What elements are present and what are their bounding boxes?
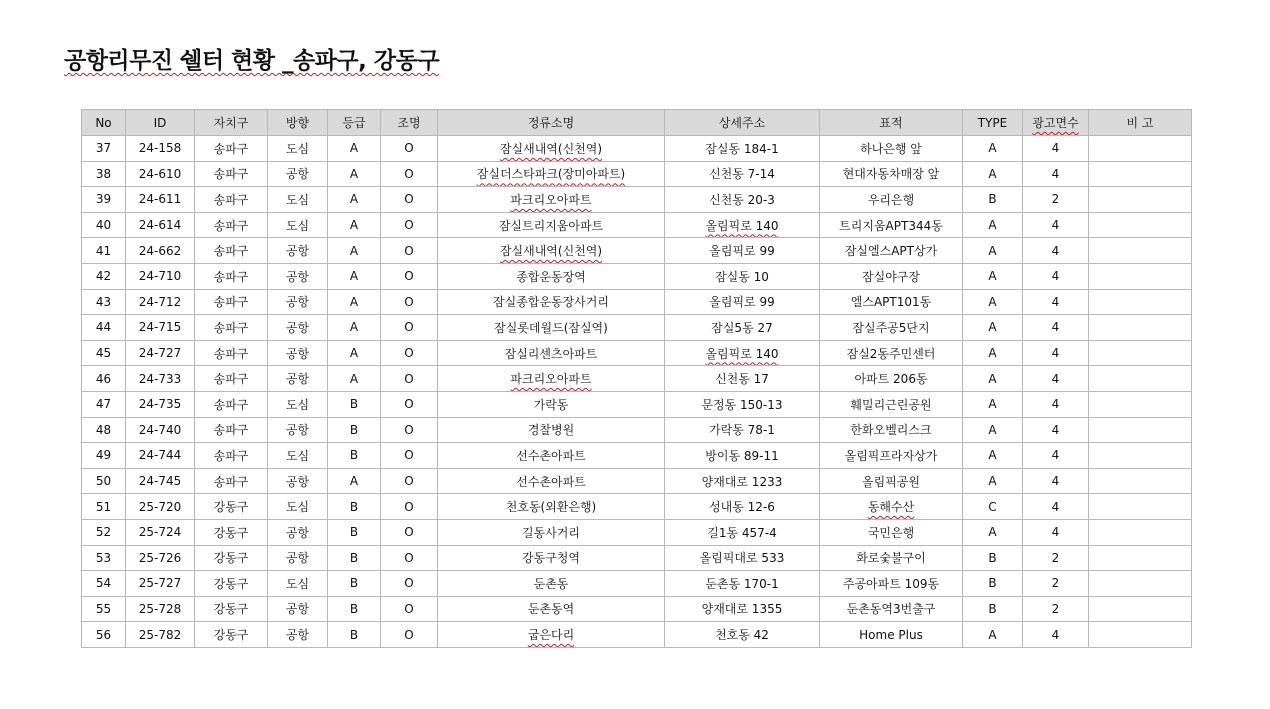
cell-ad-faces: 4 bbox=[1023, 212, 1089, 238]
cell-stop-name: 잠실롯데월드(잠실역) bbox=[438, 315, 665, 341]
cell-no: 40 bbox=[82, 212, 126, 238]
col-header-id: ID bbox=[126, 110, 195, 136]
table-row bbox=[82, 494, 1192, 520]
cell-address: 양재대로 1233 bbox=[665, 468, 820, 494]
cell-id: 25-726 bbox=[126, 545, 195, 571]
cell-address-text: 올림픽로 140 bbox=[705, 218, 779, 233]
cell-remarks bbox=[1089, 161, 1192, 187]
cell-landmark: 주공아파트 109동 bbox=[820, 571, 963, 597]
cell-grade: B bbox=[328, 519, 381, 545]
cell-grade: A bbox=[328, 136, 381, 162]
col-header-direction: 방향 bbox=[268, 110, 328, 136]
table-row bbox=[82, 187, 1192, 213]
cell-no: 43 bbox=[82, 289, 126, 315]
table-row bbox=[82, 571, 1192, 597]
cell-remarks bbox=[1089, 468, 1192, 494]
cell-stop-name: 길동사거리 bbox=[438, 519, 665, 545]
cell-type: A bbox=[963, 289, 1023, 315]
cell-no: 55 bbox=[82, 596, 126, 622]
cell-lighting: O bbox=[381, 187, 438, 213]
cell-type: A bbox=[963, 391, 1023, 417]
cell-ad-faces: 4 bbox=[1023, 468, 1089, 494]
cell-stop-name-text: 잠실새내역(신천역) bbox=[499, 244, 603, 259]
cell-ad-faces: 4 bbox=[1023, 622, 1089, 648]
cell-stop-name bbox=[438, 622, 665, 648]
cell-type: B bbox=[963, 187, 1023, 213]
cell-landmark: 엘스APT101동 bbox=[820, 289, 963, 315]
cell-stop-name: 선수촌아파트 bbox=[438, 468, 665, 494]
cell-address: 신천동 7-14 bbox=[665, 161, 820, 187]
cell-grade: B bbox=[328, 494, 381, 520]
cell-id: 24-744 bbox=[126, 443, 195, 469]
cell-landmark: 트리지움APT344동 bbox=[820, 212, 963, 238]
cell-district: 송파구 bbox=[195, 468, 268, 494]
col-header-ad-faces-label: 광고면수 bbox=[1032, 116, 1079, 130]
cell-grade: A bbox=[328, 289, 381, 315]
cell-district: 송파구 bbox=[195, 443, 268, 469]
cell-no: 38 bbox=[82, 161, 126, 187]
cell-grade: B bbox=[328, 596, 381, 622]
cell-grade: A bbox=[328, 161, 381, 187]
cell-no: 48 bbox=[82, 417, 126, 443]
cell-address: 잠실5동 27 bbox=[665, 315, 820, 341]
cell-lighting: O bbox=[381, 468, 438, 494]
cell-direction: 공항 bbox=[268, 366, 328, 392]
cell-direction: 도심 bbox=[268, 571, 328, 597]
cell-remarks bbox=[1089, 136, 1192, 162]
cell-ad-faces: 2 bbox=[1023, 545, 1089, 571]
cell-type: C bbox=[963, 494, 1023, 520]
cell-no: 56 bbox=[82, 622, 126, 648]
cell-district: 송파구 bbox=[195, 161, 268, 187]
table-row bbox=[82, 519, 1192, 545]
cell-ad-faces: 4 bbox=[1023, 391, 1089, 417]
cell-district: 송파구 bbox=[195, 238, 268, 264]
cell-stop-name: 잠실리센츠아파트 bbox=[438, 340, 665, 366]
col-header-address: 상세주소 bbox=[665, 110, 820, 136]
cell-remarks bbox=[1089, 212, 1192, 238]
cell-type: A bbox=[963, 366, 1023, 392]
cell-no: 52 bbox=[82, 519, 126, 545]
cell-ad-faces: 4 bbox=[1023, 161, 1089, 187]
table-row bbox=[82, 468, 1192, 494]
cell-grade: A bbox=[328, 366, 381, 392]
cell-district: 송파구 bbox=[195, 315, 268, 341]
cell-remarks bbox=[1089, 571, 1192, 597]
cell-direction: 도심 bbox=[268, 443, 328, 469]
cell-landmark: 올림픽공원 bbox=[820, 468, 963, 494]
cell-stop-name: 경찰병원 bbox=[438, 417, 665, 443]
cell-stop-name: 천호동(외환은행) bbox=[438, 494, 665, 520]
cell-id: 25-727 bbox=[126, 571, 195, 597]
cell-remarks bbox=[1089, 622, 1192, 648]
cell-address: 신천동 20-3 bbox=[665, 187, 820, 213]
cell-lighting: O bbox=[381, 340, 438, 366]
cell-remarks bbox=[1089, 494, 1192, 520]
cell-lighting: O bbox=[381, 622, 438, 648]
cell-direction: 공항 bbox=[268, 545, 328, 571]
table-row bbox=[82, 417, 1192, 443]
cell-stop-name bbox=[438, 136, 665, 162]
col-header-landmark: 표적 bbox=[820, 110, 963, 136]
cell-landmark: 우리은행 bbox=[820, 187, 963, 213]
cell-address: 잠실동 184-1 bbox=[665, 136, 820, 162]
table-row bbox=[82, 136, 1192, 162]
cell-landmark: 하나은행 앞 bbox=[820, 136, 963, 162]
cell-district: 송파구 bbox=[195, 340, 268, 366]
cell-landmark-text: 동해수산 bbox=[867, 500, 915, 515]
cell-landmark: 잠실야구장 bbox=[820, 263, 963, 289]
cell-lighting: O bbox=[381, 545, 438, 571]
cell-stop-name: 선수촌아파트 bbox=[438, 443, 665, 469]
cell-grade: A bbox=[328, 187, 381, 213]
cell-no: 42 bbox=[82, 263, 126, 289]
cell-remarks bbox=[1089, 315, 1192, 341]
cell-ad-faces: 4 bbox=[1023, 315, 1089, 341]
table-row bbox=[82, 596, 1192, 622]
cell-landmark: 올림픽프라자상가 bbox=[820, 443, 963, 469]
cell-ad-faces: 4 bbox=[1023, 417, 1089, 443]
cell-no: 37 bbox=[82, 136, 126, 162]
cell-lighting: O bbox=[381, 366, 438, 392]
cell-direction: 도심 bbox=[268, 136, 328, 162]
cell-type: B bbox=[963, 571, 1023, 597]
cell-type: A bbox=[963, 315, 1023, 341]
cell-no: 39 bbox=[82, 187, 126, 213]
cell-stop-name: 종합운동장역 bbox=[438, 263, 665, 289]
cell-ad-faces: 4 bbox=[1023, 136, 1089, 162]
cell-district: 강동구 bbox=[195, 519, 268, 545]
cell-grade: B bbox=[328, 443, 381, 469]
cell-stop-name-text: 잠실더스타파크(장미아파트) bbox=[476, 167, 626, 182]
cell-direction: 도심 bbox=[268, 187, 328, 213]
cell-address: 올림픽대로 533 bbox=[665, 545, 820, 571]
cell-stop-name: 둔촌동 bbox=[438, 571, 665, 597]
cell-type: A bbox=[963, 519, 1023, 545]
cell-direction: 공항 bbox=[268, 238, 328, 264]
col-header-stop-name: 정류소명 bbox=[438, 110, 665, 136]
cell-remarks bbox=[1089, 263, 1192, 289]
cell-lighting: O bbox=[381, 443, 438, 469]
cell-id: 24-727 bbox=[126, 340, 195, 366]
cell-id: 24-712 bbox=[126, 289, 195, 315]
cell-type: A bbox=[963, 263, 1023, 289]
cell-grade: A bbox=[328, 315, 381, 341]
table-row bbox=[82, 238, 1192, 264]
cell-lighting: O bbox=[381, 161, 438, 187]
cell-district: 송파구 bbox=[195, 366, 268, 392]
cell-direction: 공항 bbox=[268, 596, 328, 622]
cell-remarks bbox=[1089, 443, 1192, 469]
cell-district: 송파구 bbox=[195, 212, 268, 238]
cell-landmark: 한화오벨리스크 bbox=[820, 417, 963, 443]
cell-remarks bbox=[1089, 340, 1192, 366]
cell-landmark: 화로숯불구이 bbox=[820, 545, 963, 571]
cell-address: 성내동 12-6 bbox=[665, 494, 820, 520]
cell-id: 24-735 bbox=[126, 391, 195, 417]
cell-district: 강동구 bbox=[195, 571, 268, 597]
cell-address bbox=[665, 340, 820, 366]
cell-id: 24-614 bbox=[126, 212, 195, 238]
cell-ad-faces: 4 bbox=[1023, 238, 1089, 264]
cell-direction: 공항 bbox=[268, 161, 328, 187]
col-header-district: 자치구 bbox=[195, 110, 268, 136]
cell-type: A bbox=[963, 238, 1023, 264]
cell-id: 24-662 bbox=[126, 238, 195, 264]
cell-grade: B bbox=[328, 391, 381, 417]
page-title bbox=[64, 42, 439, 75]
cell-lighting: O bbox=[381, 212, 438, 238]
cell-grade: A bbox=[328, 263, 381, 289]
cell-direction: 공항 bbox=[268, 622, 328, 648]
cell-stop-name: 강동구청역 bbox=[438, 545, 665, 571]
cell-district: 송파구 bbox=[195, 187, 268, 213]
cell-id: 25-720 bbox=[126, 494, 195, 520]
cell-remarks bbox=[1089, 391, 1192, 417]
cell-district: 강동구 bbox=[195, 622, 268, 648]
cell-id: 24-715 bbox=[126, 315, 195, 341]
table-row bbox=[82, 263, 1192, 289]
table-row bbox=[82, 315, 1192, 341]
col-header-ad-faces bbox=[1023, 110, 1089, 136]
cell-id: 24-158 bbox=[126, 136, 195, 162]
cell-address: 올림픽로 99 bbox=[665, 238, 820, 264]
cell-no: 53 bbox=[82, 545, 126, 571]
cell-remarks bbox=[1089, 596, 1192, 622]
cell-district: 강동구 bbox=[195, 596, 268, 622]
cell-type: A bbox=[963, 468, 1023, 494]
cell-stop-name: 가락동 bbox=[438, 391, 665, 417]
cell-address: 문정동 150-13 bbox=[665, 391, 820, 417]
cell-address: 양재대로 1355 bbox=[665, 596, 820, 622]
cell-no: 45 bbox=[82, 340, 126, 366]
cell-direction: 공항 bbox=[268, 519, 328, 545]
cell-lighting: O bbox=[381, 494, 438, 520]
cell-stop-name: 둔촌동역 bbox=[438, 596, 665, 622]
cell-direction: 공항 bbox=[268, 289, 328, 315]
cell-grade: B bbox=[328, 545, 381, 571]
cell-landmark: 국민은행 bbox=[820, 519, 963, 545]
cell-id: 24-740 bbox=[126, 417, 195, 443]
cell-grade: A bbox=[328, 468, 381, 494]
cell-grade: A bbox=[328, 238, 381, 264]
cell-remarks bbox=[1089, 417, 1192, 443]
col-header-no: No bbox=[82, 110, 126, 136]
cell-ad-faces: 2 bbox=[1023, 596, 1089, 622]
cell-no: 47 bbox=[82, 391, 126, 417]
cell-address: 신천동 17 bbox=[665, 366, 820, 392]
cell-remarks bbox=[1089, 366, 1192, 392]
page-title-text: 공항리무진 쉘터 현황 _송파구, 강동구 bbox=[64, 48, 440, 74]
table-header-row bbox=[82, 110, 1192, 136]
cell-grade: B bbox=[328, 622, 381, 648]
cell-direction: 공항 bbox=[268, 340, 328, 366]
cell-direction: 공항 bbox=[268, 417, 328, 443]
cell-id: 24-611 bbox=[126, 187, 195, 213]
cell-stop-name bbox=[438, 161, 665, 187]
cell-address: 잠실동 10 bbox=[665, 263, 820, 289]
col-header-lighting: 조명 bbox=[381, 110, 438, 136]
cell-remarks bbox=[1089, 289, 1192, 315]
cell-remarks bbox=[1089, 545, 1192, 571]
cell-ad-faces: 4 bbox=[1023, 443, 1089, 469]
cell-landmark: 훼밀리근린공원 bbox=[820, 391, 963, 417]
cell-lighting: O bbox=[381, 417, 438, 443]
cell-no: 49 bbox=[82, 443, 126, 469]
cell-ad-faces: 2 bbox=[1023, 571, 1089, 597]
cell-landmark: 둔촌동역3번출구 bbox=[820, 596, 963, 622]
cell-lighting: O bbox=[381, 289, 438, 315]
cell-landmark: Home Plus bbox=[820, 622, 963, 648]
cell-ad-faces: 4 bbox=[1023, 519, 1089, 545]
cell-stop-name-text: 파크리오아파트 bbox=[510, 372, 592, 387]
cell-direction: 공항 bbox=[268, 315, 328, 341]
cell-district: 강동구 bbox=[195, 545, 268, 571]
cell-district: 송파구 bbox=[195, 289, 268, 315]
cell-ad-faces: 4 bbox=[1023, 340, 1089, 366]
cell-grade: B bbox=[328, 417, 381, 443]
cell-id: 25-782 bbox=[126, 622, 195, 648]
cell-direction: 공항 bbox=[268, 263, 328, 289]
cell-ad-faces: 4 bbox=[1023, 494, 1089, 520]
col-header-remarks: 비 고 bbox=[1089, 110, 1192, 136]
cell-lighting: O bbox=[381, 238, 438, 264]
table-row bbox=[82, 340, 1192, 366]
cell-address: 둔촌동 170-1 bbox=[665, 571, 820, 597]
cell-landmark bbox=[820, 494, 963, 520]
cell-ad-faces: 4 bbox=[1023, 263, 1089, 289]
cell-stop-name-text: 굽은다리 bbox=[527, 628, 575, 643]
col-header-type: TYPE bbox=[963, 110, 1023, 136]
cell-id: 25-724 bbox=[126, 519, 195, 545]
cell-lighting: O bbox=[381, 519, 438, 545]
cell-grade: A bbox=[328, 340, 381, 366]
cell-direction: 도심 bbox=[268, 391, 328, 417]
table-body bbox=[82, 136, 1192, 648]
cell-no: 44 bbox=[82, 315, 126, 341]
cell-type: B bbox=[963, 596, 1023, 622]
cell-id: 24-745 bbox=[126, 468, 195, 494]
cell-remarks bbox=[1089, 187, 1192, 213]
cell-address: 올림픽로 99 bbox=[665, 289, 820, 315]
cell-type: A bbox=[963, 622, 1023, 648]
cell-landmark: 잠실엘스APT상가 bbox=[820, 238, 963, 264]
cell-address: 방이동 89-11 bbox=[665, 443, 820, 469]
cell-id: 24-610 bbox=[126, 161, 195, 187]
cell-ad-faces: 2 bbox=[1023, 187, 1089, 213]
cell-lighting: O bbox=[381, 596, 438, 622]
cell-type: B bbox=[963, 545, 1023, 571]
cell-no: 54 bbox=[82, 571, 126, 597]
cell-remarks bbox=[1089, 238, 1192, 264]
table-row bbox=[82, 443, 1192, 469]
table-row bbox=[82, 366, 1192, 392]
cell-ad-faces: 4 bbox=[1023, 366, 1089, 392]
cell-lighting: O bbox=[381, 263, 438, 289]
cell-no: 51 bbox=[82, 494, 126, 520]
cell-district: 송파구 bbox=[195, 391, 268, 417]
cell-type: A bbox=[963, 212, 1023, 238]
cell-lighting: O bbox=[381, 315, 438, 341]
cell-remarks bbox=[1089, 519, 1192, 545]
col-header-grade: 등급 bbox=[328, 110, 381, 136]
cell-lighting: O bbox=[381, 136, 438, 162]
cell-address: 천호동 42 bbox=[665, 622, 820, 648]
table-row bbox=[82, 622, 1192, 648]
cell-stop-name bbox=[438, 238, 665, 264]
cell-no: 41 bbox=[82, 238, 126, 264]
cell-stop-name bbox=[438, 187, 665, 213]
cell-no: 50 bbox=[82, 468, 126, 494]
table-row bbox=[82, 545, 1192, 571]
shelter-table bbox=[81, 109, 1192, 648]
cell-stop-name-text: 잠실새내역(신천역) bbox=[499, 141, 603, 156]
cell-landmark: 잠실2동주민센터 bbox=[820, 340, 963, 366]
cell-address: 가락동 78-1 bbox=[665, 417, 820, 443]
cell-lighting: O bbox=[381, 391, 438, 417]
cell-direction: 도심 bbox=[268, 494, 328, 520]
table-row bbox=[82, 212, 1192, 238]
cell-type: A bbox=[963, 417, 1023, 443]
cell-id: 24-710 bbox=[126, 263, 195, 289]
cell-stop-name-text: 파크리오아파트 bbox=[510, 192, 592, 207]
cell-district: 송파구 bbox=[195, 417, 268, 443]
cell-no: 46 bbox=[82, 366, 126, 392]
cell-stop-name: 잠실종합운동장사거리 bbox=[438, 289, 665, 315]
cell-type: A bbox=[963, 136, 1023, 162]
cell-address: 길1동 457-4 bbox=[665, 519, 820, 545]
cell-lighting: O bbox=[381, 571, 438, 597]
cell-district: 송파구 bbox=[195, 263, 268, 289]
cell-grade: B bbox=[328, 571, 381, 597]
cell-direction: 공항 bbox=[268, 468, 328, 494]
cell-district: 강동구 bbox=[195, 494, 268, 520]
cell-direction: 도심 bbox=[268, 212, 328, 238]
cell-landmark: 현대자동차매장 앞 bbox=[820, 161, 963, 187]
cell-landmark: 아파트 206동 bbox=[820, 366, 963, 392]
cell-ad-faces: 4 bbox=[1023, 289, 1089, 315]
cell-id: 24-733 bbox=[126, 366, 195, 392]
cell-address bbox=[665, 212, 820, 238]
cell-type: A bbox=[963, 161, 1023, 187]
cell-landmark: 잠실주공5단지 bbox=[820, 315, 963, 341]
cell-type: A bbox=[963, 443, 1023, 469]
cell-stop-name: 잠실트리지움아파트 bbox=[438, 212, 665, 238]
table-row bbox=[82, 289, 1192, 315]
cell-district: 송파구 bbox=[195, 136, 268, 162]
cell-id: 25-728 bbox=[126, 596, 195, 622]
table-row bbox=[82, 161, 1192, 187]
cell-type: A bbox=[963, 340, 1023, 366]
table-row bbox=[82, 391, 1192, 417]
cell-address-text: 올림픽로 140 bbox=[705, 346, 779, 361]
cell-grade: A bbox=[328, 212, 381, 238]
cell-stop-name bbox=[438, 366, 665, 392]
